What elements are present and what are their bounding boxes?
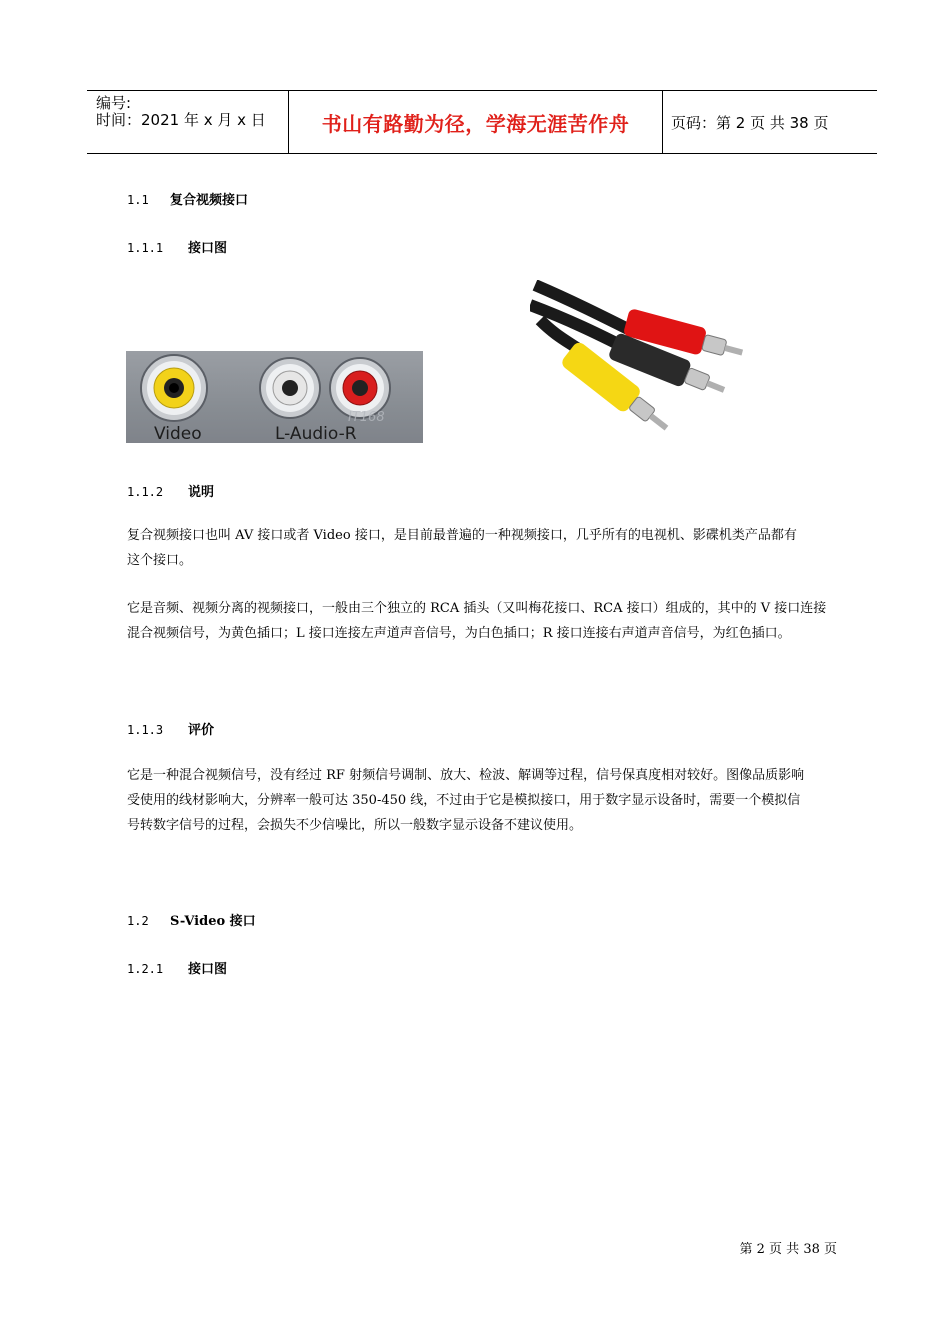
heading-title: 说明 — [188, 485, 215, 500]
heading-1-1 — [127, 189, 248, 208]
heading-number: 1.1.2 — [127, 485, 164, 499]
header-meta-cell — [87, 91, 288, 153]
document-date: 时间：2021 年 x 月 x 日 — [96, 111, 266, 129]
text-line: 这个接口。 — [127, 553, 193, 568]
heading-1-1-2 — [127, 481, 214, 500]
heading-number: 1.1 — [127, 193, 149, 207]
heading-title: 评价 — [188, 723, 215, 738]
text-line: 它是一种混合视频信号，没有经过 RF 射频信号调制、放大、检波、解调等过程，信号保真度相对较好。图像品质影响 — [127, 768, 805, 783]
heading-number: 1.2 — [127, 914, 149, 928]
heading-1-2 — [127, 910, 256, 929]
paragraph-evaluation — [127, 763, 843, 838]
heading-1-2-1 — [127, 958, 227, 977]
document-number: 编号: — [96, 94, 132, 112]
document-header — [87, 90, 877, 154]
heading-title: 复合视频接口 — [170, 193, 249, 208]
text-line: 号转数字信号的过程，会损失不少信噪比，所以一般数字显示设备不建议使用。 — [127, 818, 583, 833]
rca-cable-image — [530, 280, 780, 445]
paragraph-description-1 — [127, 523, 843, 573]
video-jack-label: Video — [154, 424, 202, 443]
text-line: 受使用的线材影响大，分辨率一般可达 350-450 线，不过由于它是模拟接口，用于数字显示设备时，需要一个模拟信 — [127, 793, 801, 808]
watermark: IT168 — [348, 410, 385, 425]
header-page-info: 页码：第 2 页 共 38 页 — [671, 113, 829, 132]
heading-number: 1.1.1 — [127, 241, 164, 255]
header-motto-cell — [288, 91, 663, 153]
paragraph-description-2 — [127, 596, 843, 646]
page-footer: 第 2 页 共 38 页 — [739, 1242, 837, 1257]
av-connector-panel-image — [126, 351, 423, 443]
heading-number: 1.1.3 — [127, 723, 164, 737]
header-page-cell — [662, 91, 877, 153]
text-line: 它是音频、视频分离的视频接口，一般由三个独立的 RCA 插头（又叫梅花接口、RCA 接口）组成的，其中的 V 接口连接 — [127, 601, 827, 616]
audio-jack-label: L-Audio-R — [275, 424, 357, 443]
heading-number: 1.2.1 — [127, 962, 164, 976]
heading-title: 接口图 — [188, 241, 228, 256]
motto: 书山有路勤为径，学海无涯苦作舟 — [321, 111, 630, 136]
heading-title: 接口图 — [188, 962, 228, 977]
heading-1-1-1 — [127, 237, 227, 256]
text-line: 混合视频信号，为黄色插口；L 接口连接左声道声音信号，为白色插口；R 接口连接右声道声音信号，为红色插口。 — [127, 626, 791, 641]
heading-1-1-3 — [127, 719, 214, 738]
heading-title: S-Video 接口 — [170, 914, 256, 929]
text-line: 复合视频接口也叫 AV 接口或者 Video 接口，是目前最普遍的一种视频接口，几乎所有的电视机、影碟机类产品都有 — [127, 528, 797, 543]
